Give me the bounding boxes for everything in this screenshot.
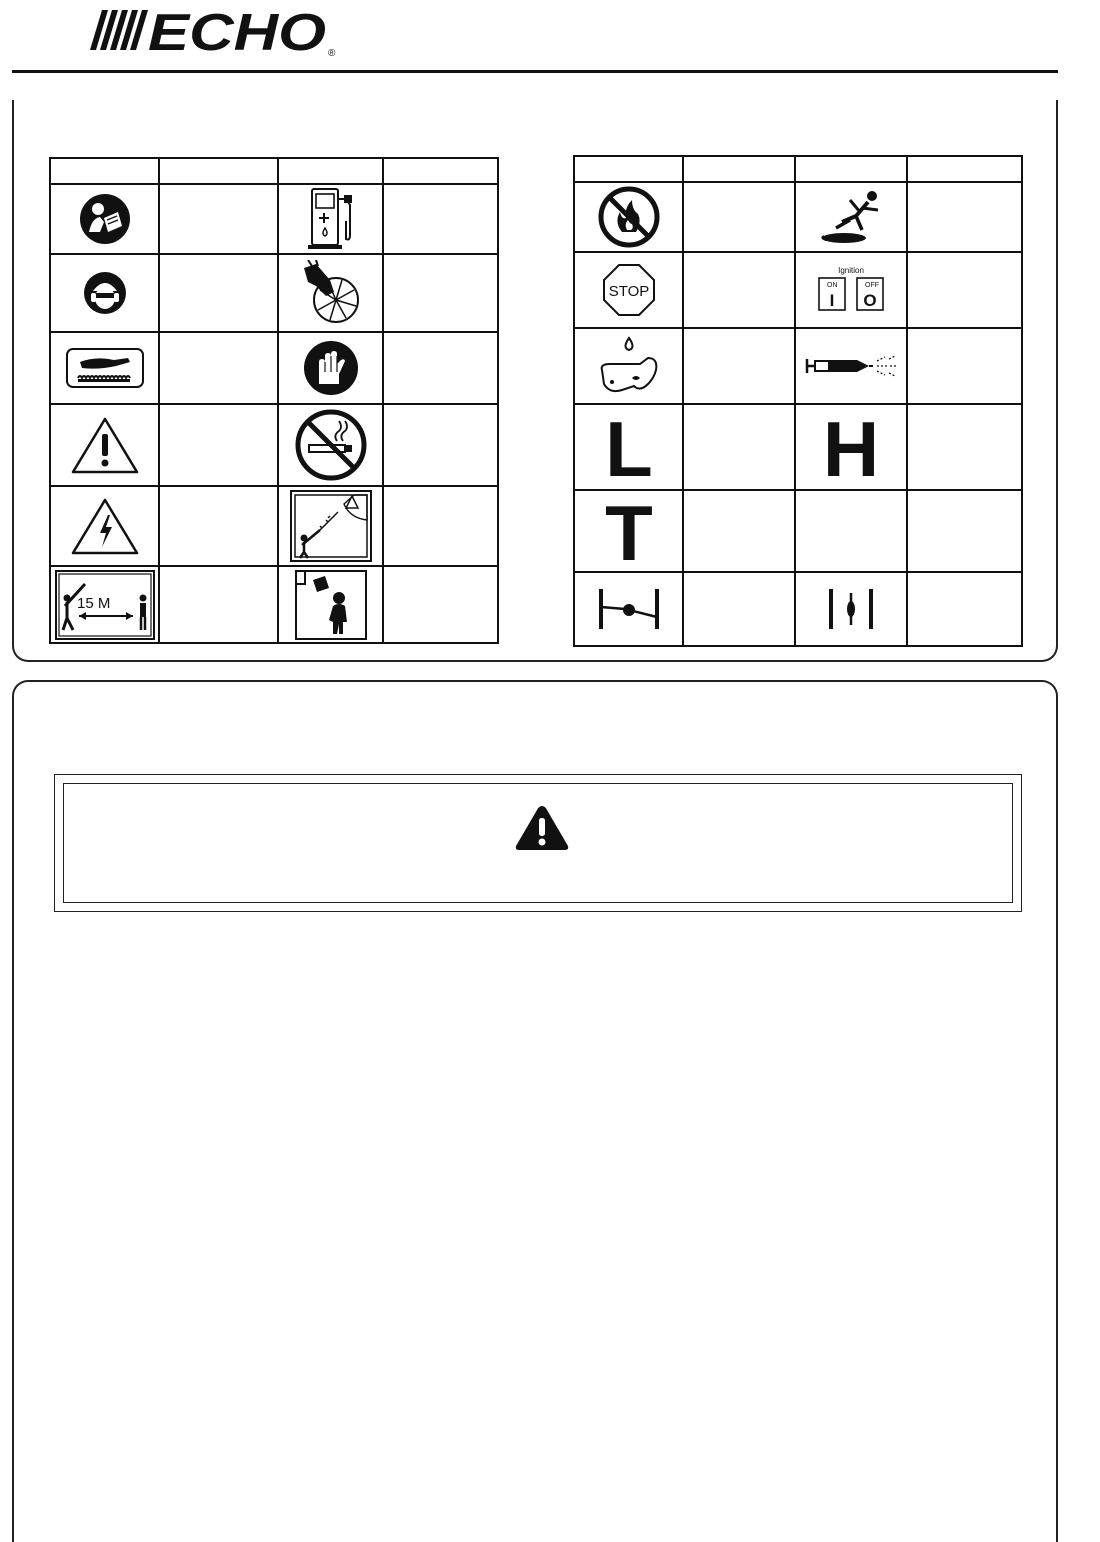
symbol-cell — [278, 254, 383, 332]
hot-surface-icon — [66, 348, 144, 388]
read-manual-icon — [78, 192, 132, 246]
symbol-cell — [574, 182, 683, 252]
symbol-description — [383, 254, 498, 332]
symbol-cell — [574, 490, 683, 572]
symbol-cell — [574, 404, 683, 490]
slip-hazard-icon — [812, 186, 890, 248]
table-header-row — [50, 158, 498, 184]
hand-fan-hazard-icon — [300, 260, 362, 326]
symbol-description — [907, 404, 1022, 490]
no-smoking-icon — [295, 409, 367, 481]
symbol-description — [683, 182, 795, 252]
ignition-on-label: ON — [827, 282, 838, 289]
header-cell — [278, 158, 383, 184]
letter-l-icon — [599, 412, 659, 482]
symbol-description — [683, 572, 795, 646]
letter-l-label: L — [604, 412, 653, 482]
keep-distance-icon — [55, 570, 155, 640]
header-cell — [574, 156, 683, 182]
symbol-description — [907, 328, 1022, 404]
symbol-description — [907, 490, 1022, 572]
symbol-description — [159, 184, 278, 254]
table-row — [50, 254, 498, 332]
head-eye-ear-protection-icon — [83, 271, 127, 315]
symbol-cell — [50, 332, 159, 404]
table-row — [574, 182, 1022, 252]
header-cell — [795, 156, 907, 182]
symbol-cell — [50, 254, 159, 332]
fuel-pump-icon — [304, 185, 358, 253]
symbol-description — [159, 332, 278, 404]
symbol-cell — [278, 486, 383, 566]
table-row — [50, 566, 498, 643]
letter-h-icon — [821, 412, 881, 482]
table-row — [574, 404, 1022, 490]
no-fire-icon — [598, 186, 660, 248]
header-cell — [159, 158, 278, 184]
symbol-description — [683, 490, 795, 572]
symbols-table-left — [49, 157, 499, 644]
header-cell — [907, 156, 1022, 182]
symbol-description — [907, 572, 1022, 646]
symbol-cell — [795, 490, 907, 572]
table-row — [574, 490, 1022, 572]
symbol-description — [907, 252, 1022, 328]
symbol-description — [159, 254, 278, 332]
distance-label: 15 M — [76, 594, 110, 612]
choke-open-icon — [819, 587, 883, 631]
ignition-switch-icon — [813, 264, 889, 316]
symbols-table-right — [573, 155, 1023, 647]
choke-closed-icon — [597, 587, 661, 631]
symbol-cell — [278, 566, 383, 643]
symbol-cell — [278, 184, 383, 254]
symbol-cell — [50, 566, 159, 643]
letter-t-icon — [599, 496, 659, 566]
symbol-cell — [50, 486, 159, 566]
overhead-object-icon — [295, 570, 367, 640]
warning-box — [54, 774, 1022, 912]
ignition-off-symbol: O — [863, 291, 877, 310]
caution-triangle-icon — [71, 416, 139, 474]
table-row — [50, 332, 498, 404]
table-header-row — [574, 156, 1022, 182]
symbol-description — [683, 404, 795, 490]
warning-box-inner — [63, 783, 1013, 903]
symbol-cell — [50, 184, 159, 254]
falling-object-icon — [290, 490, 372, 562]
symbol-description — [383, 566, 498, 643]
symbol-cell — [795, 252, 907, 328]
symbol-cell — [278, 332, 383, 404]
symbol-description — [383, 404, 498, 486]
symbol-cell — [574, 572, 683, 646]
table-row — [50, 404, 498, 486]
table-row — [574, 572, 1022, 646]
chain-oil-icon — [596, 334, 662, 398]
symbol-description — [383, 486, 498, 566]
symbol-cell — [574, 252, 683, 328]
table-row — [50, 486, 498, 566]
header-cell — [50, 158, 159, 184]
ignition-on-symbol: I — [829, 291, 835, 310]
registered-mark: ® — [328, 48, 336, 58]
symbol-cell — [278, 404, 383, 486]
electric-shock-icon — [71, 497, 139, 555]
letter-h-label: H — [822, 412, 880, 482]
symbol-cell — [574, 328, 683, 404]
gloves-icon — [303, 340, 359, 396]
symbol-cell — [795, 404, 907, 490]
symbol-cell — [795, 572, 907, 646]
stop-label: STOP — [608, 283, 649, 300]
table-row — [574, 252, 1022, 328]
stop-sign-icon — [602, 263, 656, 317]
header-cell — [383, 158, 498, 184]
table-row — [574, 328, 1022, 404]
symbol-description — [159, 486, 278, 566]
symbol-cell — [795, 182, 907, 252]
letter-t-label: T — [604, 496, 653, 566]
symbol-cell — [50, 404, 159, 486]
ignition-title: Ignition — [838, 266, 864, 275]
symbol-description — [683, 328, 795, 404]
symbol-description — [159, 404, 278, 486]
brand-text: ECHO — [148, 4, 326, 58]
header-rule — [12, 70, 1058, 73]
symbol-cell — [795, 328, 907, 404]
table-row — [50, 184, 498, 254]
primer-syringe-icon — [805, 351, 897, 381]
ignition-off-label: OFF — [865, 282, 879, 289]
symbol-description — [907, 182, 1022, 252]
symbol-description — [159, 566, 278, 643]
symbol-description — [383, 184, 498, 254]
warning-triangle-icon — [514, 804, 570, 852]
echo-logo — [88, 2, 340, 58]
symbol-description — [383, 332, 498, 404]
header-cell — [683, 156, 795, 182]
symbol-description — [683, 252, 795, 328]
